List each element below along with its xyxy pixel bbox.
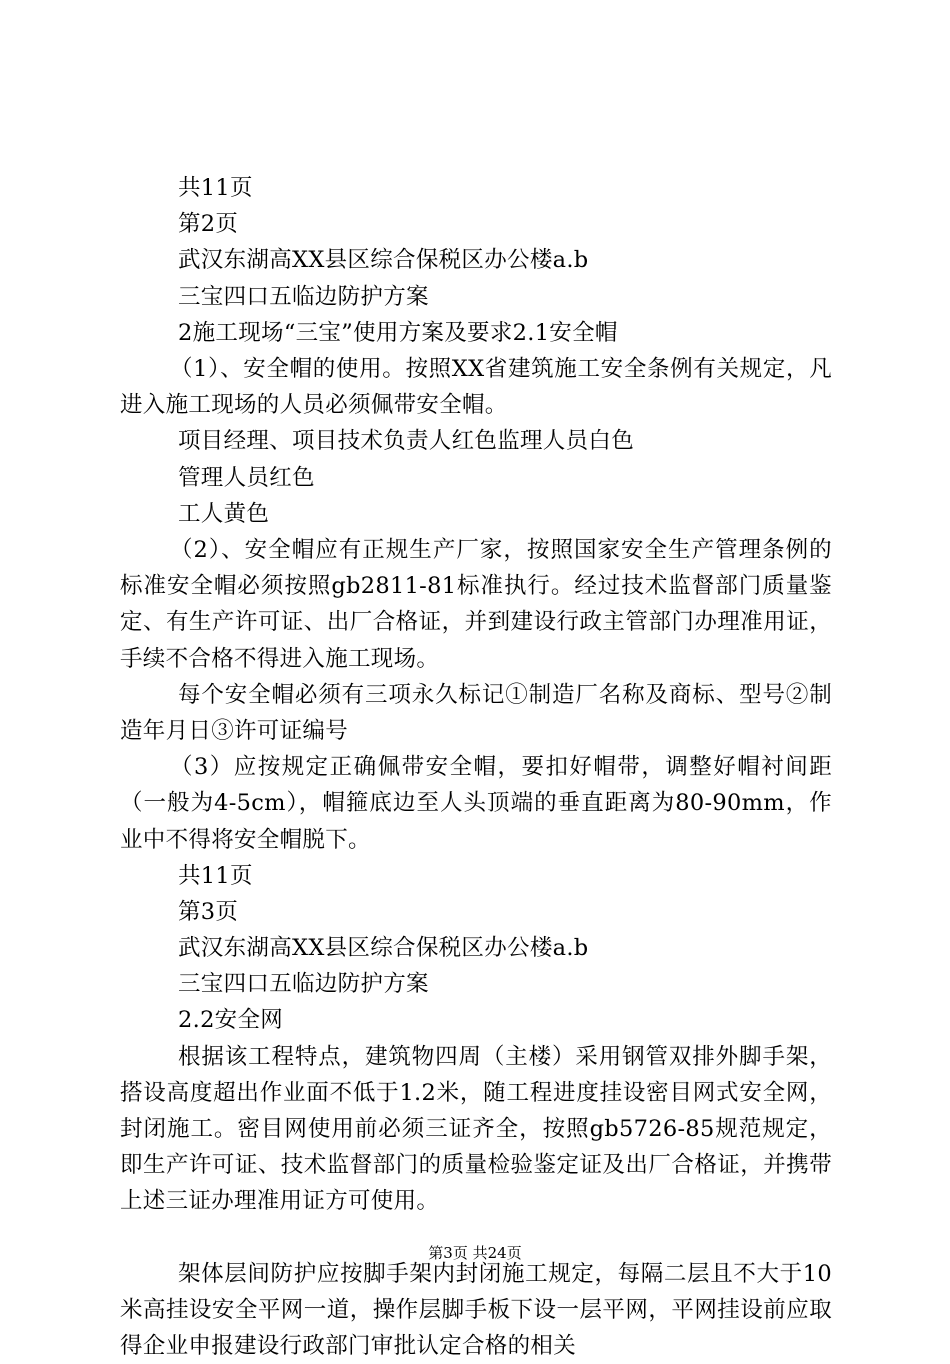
paragraph-helmet-marks: 每个安全帽必须有三项永久标记①制造厂名称及商标、型号②制造年月日③许可证编号 — [120, 681, 832, 744]
project-name: 武汉东湖高XX县区综合保税区办公楼a.b — [178, 935, 589, 962]
section-heading-helmet: 2施工现场“三宝”使用方案及要求2.1安全帽 — [178, 319, 618, 346]
page-number-label: 第2页 — [178, 211, 239, 238]
paragraph-interlayer-protection: 架体层间防护应按脚手架内封闭施工规定，每隔二层且不大于10米高挂设安全平网一道，操作层脚手板下设一层平网，平网挂设前应取得企业申报建设行政部门审批认定合格的相关 — [120, 1260, 832, 1360]
helmet-color-line: 管理人员红色 — [178, 464, 315, 491]
page-footer: 第3页 共24页 — [428, 1244, 522, 1262]
page-number-label: 第3页 — [178, 898, 239, 925]
helmet-color-line: 工人黄色 — [178, 500, 270, 527]
document-body — [120, 170, 832, 1364]
paragraph-helmet-manufacturer: （2）、安全帽应有正规生产厂家，按照国家安全生产管理条例的标准安全帽必须按照gb2811-81标准执行。经过技术监督部门质量鉴定、有生产许可证、出厂合格证，并到建设行政主管部门办理准用证，手续不合格不得进入施工现场。 — [120, 536, 832, 672]
helmet-color-line: 项目经理、项目技术负责人红色监理人员白色 — [178, 428, 635, 455]
project-name: 武汉东湖高XX县区综合保税区办公楼a.b — [178, 247, 589, 274]
paragraph-helmet-usage: （1）、安全帽的使用。按照XX省建筑施工安全条例有关规定，凡进入施工现场的人员必须佩带安全帽。 — [120, 355, 832, 419]
paragraph-helmet-wearing: （3）应按规定正确佩带安全帽，要扣好帽带，调整好帽衬间距（一般为4-5cm），帽箍底边至人头顶端的垂直距离为80-90mm，作业中不得将安全帽脱下。 — [120, 754, 832, 853]
total-pages-label: 共11页 — [178, 862, 253, 889]
section-heading-safety-net: 2.2安全网 — [178, 1007, 284, 1034]
plan-title: 三宝四口五临边防护方案 — [178, 283, 429, 310]
total-pages-label: 共11页 — [178, 175, 253, 201]
plan-title: 三宝四口五临边防护方案 — [178, 971, 429, 998]
paragraph-safety-net: 根据该工程特点，建筑物四周（主楼）采用钢管双排外脚手架，搭设高度超出作业面不低于1.2米，随工程进度挂设密目网式安全网，封闭施工。密目网使用前必须三证齐全，按照gb5726-85规范规定，即生产许可证、技术监督部门的质量检验鉴定证及出厂合格证，并携带上述三证办理准用证方可使用。 — [120, 1043, 832, 1215]
